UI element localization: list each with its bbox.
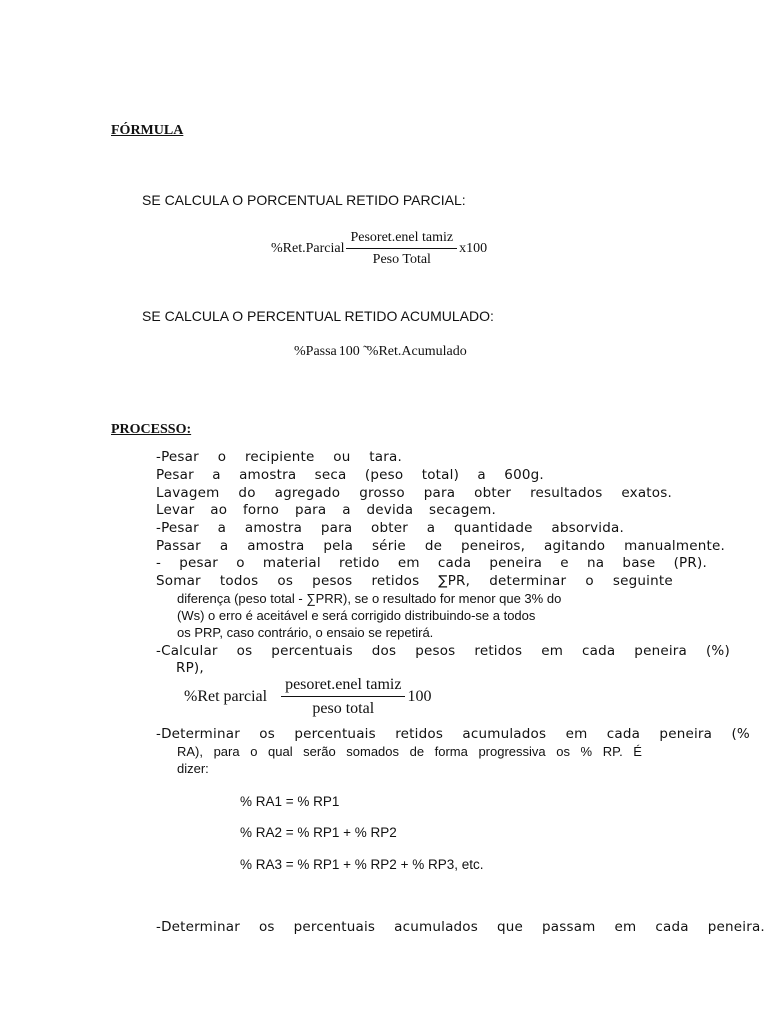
word: os bbox=[259, 726, 275, 742]
word: resultados bbox=[530, 485, 603, 501]
word: passam bbox=[542, 919, 596, 935]
step-determinar-passam bbox=[156, 919, 765, 935]
word: os bbox=[236, 643, 253, 659]
word: material bbox=[262, 555, 321, 571]
word: É bbox=[633, 744, 642, 759]
step-text bbox=[156, 573, 673, 589]
word: em bbox=[614, 919, 637, 935]
fraction-numerator: Pesoret.enel tamiz bbox=[350, 230, 454, 245]
word: seguinte bbox=[612, 573, 673, 589]
word: base bbox=[622, 555, 656, 571]
word: obter bbox=[474, 485, 512, 501]
formula-heading: FÓRMULA bbox=[111, 123, 184, 138]
word: ∑PR, bbox=[438, 573, 471, 589]
formula-rest: 100 ̃ %Ret.Acumulado bbox=[338, 344, 467, 359]
word: pela bbox=[323, 538, 354, 554]
ra3-equation: % RA3 = % RP1 + % RP2 + % RP3, etc. bbox=[240, 857, 484, 872]
word: acumulados bbox=[462, 726, 547, 742]
step-pesar-amostra-seca bbox=[156, 467, 544, 483]
step-somar-pesos bbox=[156, 573, 673, 589]
step-prp: os PRP, caso contrário, o ensaio se repetirá. bbox=[177, 625, 434, 640]
word: a bbox=[217, 520, 227, 536]
word: peneiros, bbox=[461, 538, 526, 554]
processo-heading bbox=[111, 422, 235, 438]
step-pesar-absorvida bbox=[156, 520, 624, 536]
word: peneira bbox=[634, 643, 688, 659]
word: amostra bbox=[247, 538, 305, 554]
word: agregado bbox=[274, 485, 341, 501]
word: Lavagem bbox=[156, 485, 220, 501]
word: e bbox=[560, 555, 569, 571]
word: (peso bbox=[364, 467, 404, 483]
word: em bbox=[565, 726, 588, 742]
word: Passar bbox=[156, 538, 201, 554]
word: obter bbox=[371, 520, 409, 536]
word: -Determinar bbox=[156, 726, 240, 742]
word: devida bbox=[366, 502, 414, 518]
word: Somar bbox=[156, 573, 201, 589]
step-text bbox=[156, 449, 402, 465]
word: o bbox=[236, 555, 245, 571]
word: de bbox=[424, 538, 443, 554]
step-levar-forno bbox=[156, 502, 496, 518]
word: acumulados bbox=[394, 919, 478, 935]
bullet-text: SE CALCULA O PORCENTUAL RETIDO PARCIAL: bbox=[142, 192, 466, 208]
word: qual bbox=[268, 744, 293, 759]
word: os bbox=[277, 573, 294, 589]
word: retidos bbox=[474, 643, 523, 659]
word: cada bbox=[582, 643, 616, 659]
step-lavagem bbox=[156, 485, 672, 501]
word: a bbox=[426, 520, 436, 536]
step-pesar-material bbox=[156, 555, 707, 571]
word: quantidade bbox=[453, 520, 533, 536]
word: exatos. bbox=[621, 485, 672, 501]
word: secagem. bbox=[429, 502, 496, 518]
ra1-equation: % RA1 = % RP1 bbox=[240, 794, 340, 809]
word: -Calcular bbox=[156, 643, 218, 659]
fraction-denominator: peso total bbox=[312, 700, 375, 717]
word: serão bbox=[303, 744, 336, 759]
word: percentuais bbox=[294, 726, 376, 742]
step-text bbox=[156, 467, 544, 483]
word: amostra bbox=[244, 520, 303, 536]
formula-ret-parcial-2 bbox=[184, 676, 431, 718]
word: os bbox=[556, 744, 570, 759]
word: 600g. bbox=[504, 467, 544, 483]
word: forma bbox=[434, 744, 468, 759]
word: pesos bbox=[415, 643, 456, 659]
word: para bbox=[294, 502, 327, 518]
step-diferenca: diferença (peso total - ∑PRR), se o resultado for menor que 3% do bbox=[177, 591, 562, 606]
word: percentuais bbox=[271, 643, 353, 659]
word: em bbox=[541, 643, 564, 659]
word: cada bbox=[655, 919, 689, 935]
word: RP. bbox=[602, 744, 623, 759]
word: para bbox=[423, 485, 456, 501]
word: o bbox=[585, 573, 594, 589]
word: absorvida. bbox=[551, 520, 624, 536]
word: grosso bbox=[359, 485, 405, 501]
word: que bbox=[496, 919, 524, 935]
word: determinar bbox=[489, 573, 567, 589]
word: retidos bbox=[395, 726, 444, 742]
fraction-denominator: Peso Total bbox=[372, 252, 431, 267]
word: (% bbox=[731, 726, 750, 742]
step-text bbox=[156, 726, 750, 742]
word: a bbox=[477, 467, 486, 483]
word: progressiva bbox=[478, 744, 546, 759]
word: amostra bbox=[239, 467, 297, 483]
step-text bbox=[156, 502, 496, 518]
step-calcular-percentuais bbox=[156, 643, 730, 659]
step-dizer: dizer: bbox=[177, 761, 209, 776]
word: manualmente. bbox=[624, 538, 725, 554]
formula-fraction bbox=[346, 230, 457, 268]
step-passar-peneiros bbox=[156, 538, 725, 554]
step-ra-somados bbox=[177, 744, 642, 759]
formula-ret-parcial bbox=[271, 230, 487, 268]
word: ao bbox=[210, 502, 228, 518]
word: -Determinar bbox=[156, 919, 240, 935]
word: retidos bbox=[371, 573, 420, 589]
step-text bbox=[156, 643, 730, 659]
step-text bbox=[177, 744, 642, 759]
word: RA), bbox=[177, 744, 203, 759]
word: peneira bbox=[489, 555, 543, 571]
word: Levar bbox=[156, 502, 195, 518]
word: ou bbox=[333, 449, 351, 465]
word: peneira. bbox=[707, 919, 765, 935]
word: na bbox=[587, 555, 605, 571]
word: -Pesar bbox=[156, 520, 199, 536]
word: (PR). bbox=[673, 555, 707, 571]
word: os bbox=[258, 919, 275, 935]
word: seca bbox=[314, 467, 347, 483]
formula-passa bbox=[294, 344, 467, 360]
step-text bbox=[156, 485, 672, 501]
step-pesar-recipiente bbox=[156, 449, 402, 465]
word: para bbox=[320, 520, 353, 536]
word: - bbox=[156, 555, 162, 571]
word: somados bbox=[346, 744, 400, 759]
formula-lhs: %Ret parcial bbox=[184, 688, 268, 705]
word: a bbox=[212, 467, 221, 483]
processo-heading-text: PROCESSO: bbox=[111, 422, 192, 437]
step-text bbox=[156, 555, 707, 571]
word: percentuais bbox=[293, 919, 376, 935]
formula-rhs: x100 bbox=[459, 241, 488, 256]
step-ws-erro: (Ws) o erro é aceitável e será corrigido distribuindo-se a todos bbox=[177, 608, 536, 623]
bullet-retido-parcial bbox=[136, 192, 466, 208]
fraction-numerator: pesoret.enel tamiz bbox=[285, 676, 402, 693]
word: para bbox=[213, 744, 240, 759]
word: cada bbox=[606, 726, 641, 742]
formula-lhs: %Passa bbox=[294, 344, 337, 359]
word: cada bbox=[437, 555, 472, 571]
step-text bbox=[156, 538, 725, 554]
word: pesos bbox=[312, 573, 353, 589]
word: tara. bbox=[369, 449, 402, 465]
word: % bbox=[580, 744, 593, 759]
formula-fraction bbox=[281, 676, 405, 718]
word: peneira bbox=[659, 726, 713, 742]
word: o bbox=[250, 744, 258, 759]
word: o bbox=[217, 449, 227, 465]
word: recipiente bbox=[244, 449, 315, 465]
word: pesar bbox=[179, 555, 218, 571]
word: -Pesar bbox=[156, 449, 199, 465]
word: em bbox=[397, 555, 420, 571]
step-determinar-acumulados bbox=[156, 726, 750, 742]
word: forno bbox=[242, 502, 280, 518]
word: total) bbox=[421, 467, 460, 483]
word: agitando bbox=[544, 538, 606, 554]
word: a bbox=[219, 538, 229, 554]
word: dos bbox=[371, 643, 397, 659]
ra2-equation: % RA2 = % RP1 + % RP2 bbox=[240, 825, 397, 840]
step-text bbox=[156, 919, 765, 935]
word: de bbox=[409, 744, 425, 759]
word: (%) bbox=[705, 643, 730, 659]
step-text bbox=[156, 520, 624, 536]
word: Pesar bbox=[156, 467, 194, 483]
formula-lhs: %Ret.Parcial bbox=[271, 241, 345, 256]
word: do bbox=[238, 485, 256, 501]
bullet-text: SE CALCULA O PERCENTUAL RETIDO ACUMULADO: bbox=[142, 308, 494, 324]
word: a bbox=[342, 502, 351, 518]
word: todos bbox=[219, 573, 259, 589]
step-rp: RP), bbox=[176, 660, 204, 676]
bullet-retido-acumulado bbox=[136, 308, 494, 324]
formula-rhs: 100 bbox=[407, 688, 432, 705]
word: retido bbox=[338, 555, 380, 571]
word: série bbox=[371, 538, 406, 554]
